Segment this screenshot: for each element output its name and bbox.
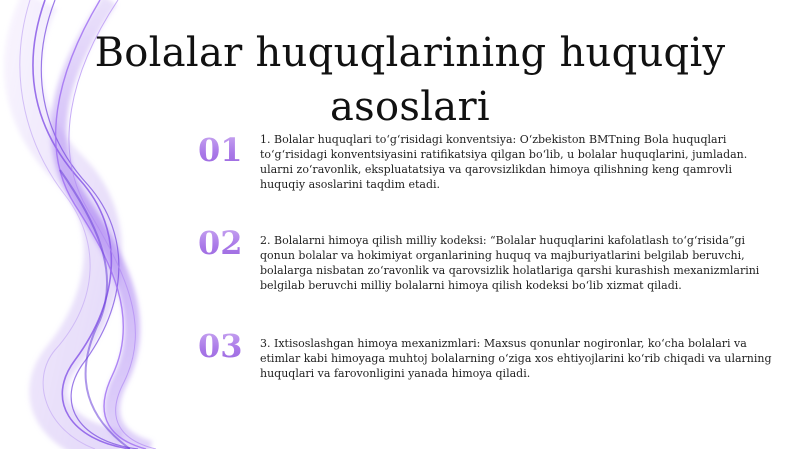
item-text: 2. Bolalarni himoya qilish milliy kodeksi: “Bolalar huquqlarini kafolatlash to‘g‘risida”gi qonun bolalar va hokimiyat organlarining huquq va majburiyatlarini belgilab beruvchi, bolalarga nisbatan zo‘ravonlik va qarovsizlik holatlariga qarshi kurashish mexanizmlarini belgilab beruvchi milliy bolalarni himoya qilish kodeksi bo‘lib xizmat qiladi. <box>260 234 760 292</box>
item-number: 03 <box>198 327 243 365</box>
item-number: 02 <box>198 224 243 262</box>
slide-title: Bolalar huquqlarining huquqiy asoslari <box>94 30 726 130</box>
item-text: 1. Bolalar huquqlari to‘g‘risidagi konventsiya: O‘zbekiston BMTning Bola huquqlari to‘g‘risidagi konventsiyasini ratifikatsiya qilgan bo‘lib, u bolalar huquqlarini, jumladan. ularni zo‘ravonlik, ekspluatatsiya va qarovsizlikdan himoya qilishning keng qamrovli huquqiy asoslarini taqdim etadi. <box>260 133 748 191</box>
item-number: 01 <box>198 131 243 169</box>
item-text: 3. Ixtisoslashgan himoya mexanizmlari: Maxsus qonunlar nogironlar, ko‘cha bolalari va etimlar kabi himoyaga muhtoj bolalarning o‘ziga xos ehtiyojlarini ko‘rib chiqadi va ularning huquqlari va farovonligini yanada himoya qiladi. <box>260 337 772 380</box>
